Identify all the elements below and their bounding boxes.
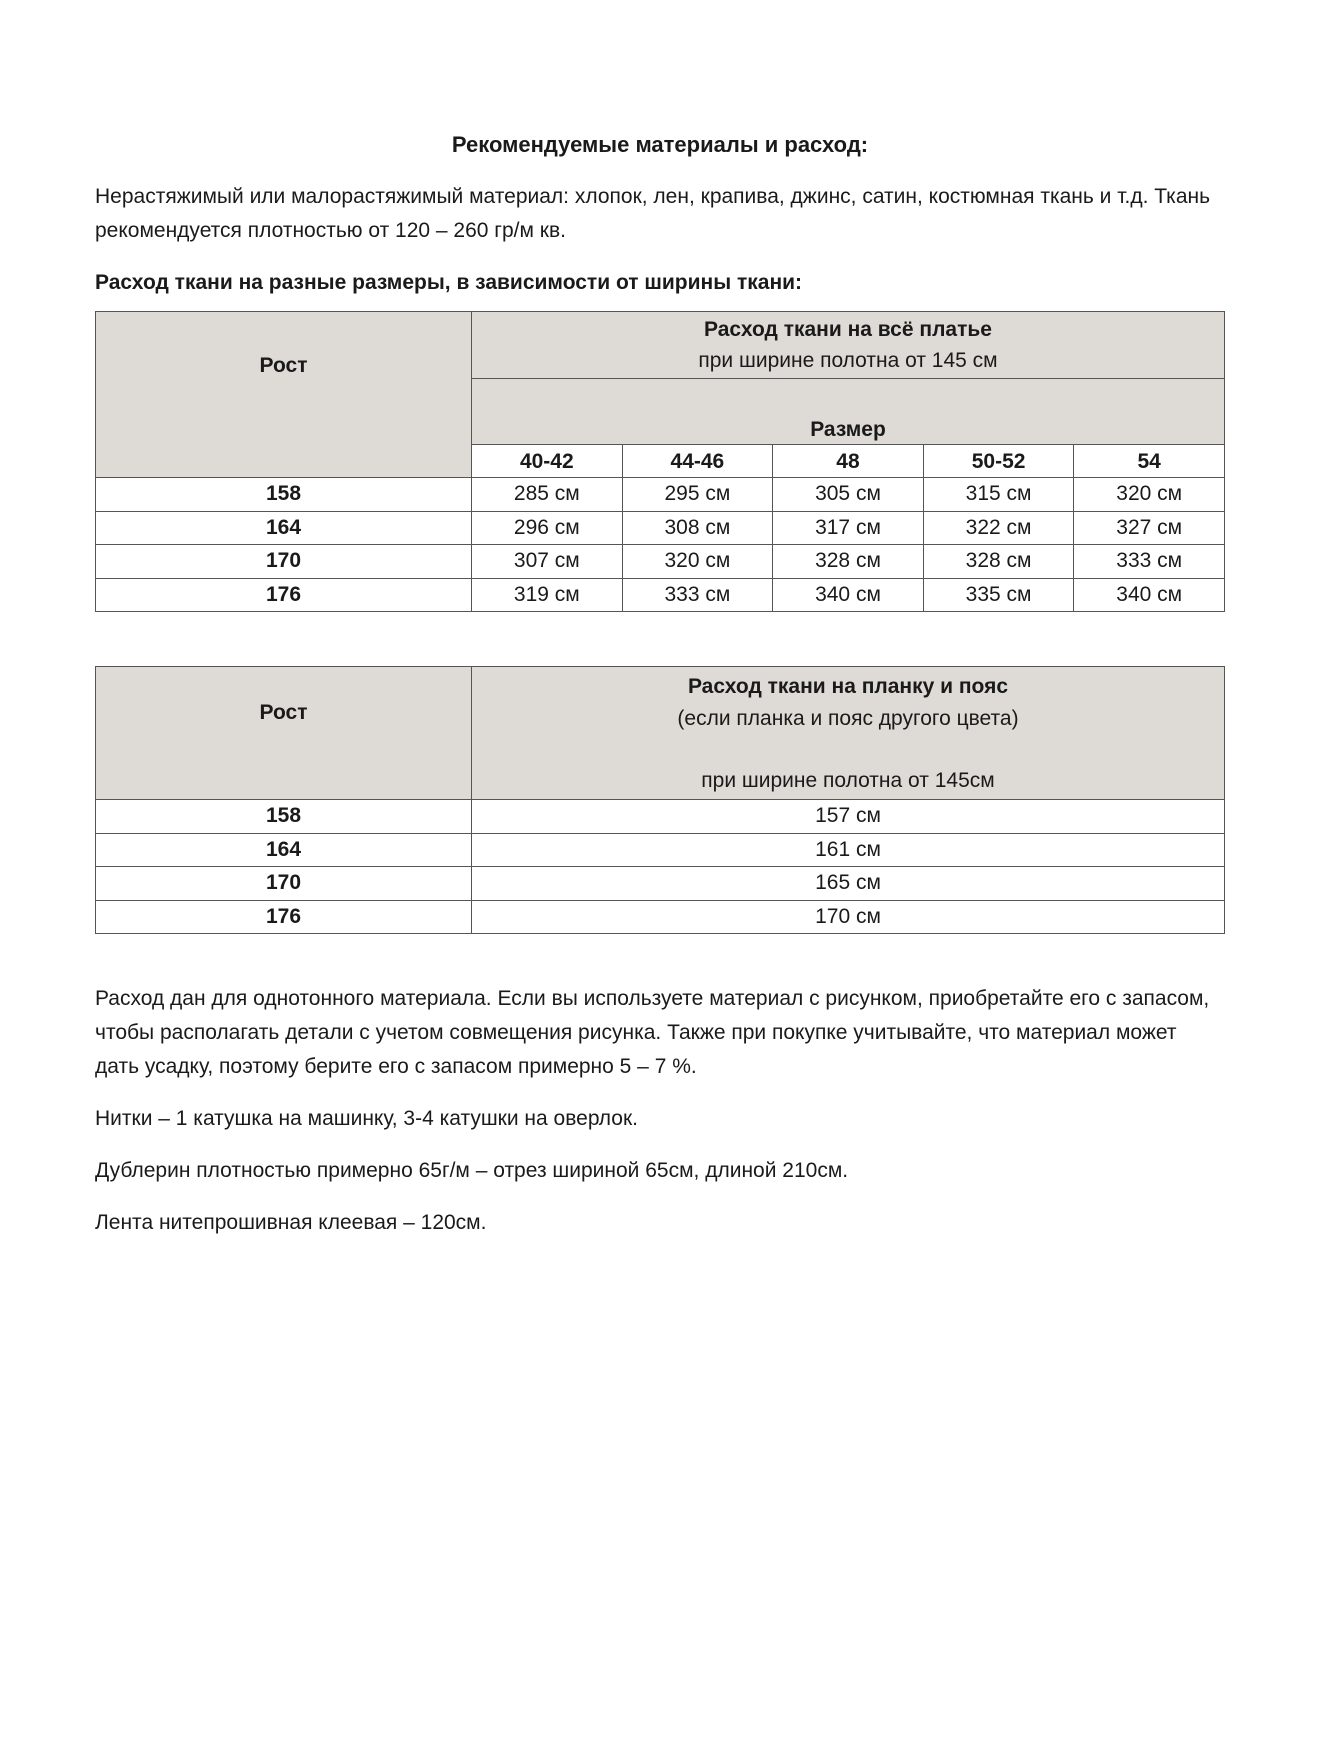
document-page: [95, 130, 1225, 1258]
rost-cell: 176: [96, 578, 472, 612]
intro-paragraph: Нерастяжимый или малорастяжимый материал: хлопок, лен, крапива, джинс, сатин, костюмная ткань и т.д. Ткань рекомендуется плотностью от 120 – 260 гр/м кв.: [95, 185, 1211, 242]
dress-header-title: Расход ткани на всё платье: [704, 318, 992, 341]
page-title: Рекомендуемые материалы и расход:: [451, 132, 869, 157]
placket-header: [472, 667, 1225, 800]
closing-notes: [95, 982, 1225, 1240]
size-header: 54: [1074, 445, 1225, 478]
size-header: 44-46: [622, 445, 773, 478]
table-row: [96, 833, 1225, 867]
table-row: [96, 900, 1225, 934]
table-row: [96, 545, 1225, 579]
placket-header-width: при ширине полотна от 145см: [701, 769, 995, 792]
rost-cell: 158: [96, 478, 472, 512]
value-cell: 333 см: [1074, 545, 1225, 579]
value-cell: 295 см: [622, 478, 773, 512]
value-cell: 328 см: [773, 545, 924, 579]
table-row: [96, 578, 1225, 612]
rost-cell: 164: [96, 833, 472, 867]
value-cell: 315 см: [923, 478, 1074, 512]
dress-header-subtitle: при ширине полотна от 145 см: [698, 349, 998, 372]
value-cell: 320 см: [622, 545, 773, 579]
value-cell: 322 см: [923, 511, 1074, 545]
value-cell: 307 см: [472, 545, 623, 579]
size-header: 50-52: [923, 445, 1074, 478]
value-cell: 328 см: [923, 545, 1074, 579]
value-cell: 165 см: [472, 867, 1225, 901]
value-cell: 308 см: [622, 511, 773, 545]
consumption-subheading: Расход ткани на разные размеры, в зависимости от ширины ткани:: [95, 271, 803, 294]
value-cell: 340 см: [1074, 578, 1225, 612]
size-label: Размер: [472, 379, 1225, 445]
rost-header: Рост: [96, 667, 472, 800]
dress-fabric-table: [95, 311, 1225, 612]
value-cell: 335 см: [923, 578, 1074, 612]
rost-cell: 170: [96, 867, 472, 901]
size-header: 40-42: [472, 445, 623, 478]
rost-cell: 164: [96, 511, 472, 545]
rost-cell: 176: [96, 900, 472, 934]
rost-cell: 170: [96, 545, 472, 579]
value-cell: 319 см: [472, 578, 623, 612]
placket-header-title: Расход ткани на планку и пояс: [687, 675, 1009, 698]
interfacing-paragraph: Дублерин плотностью примерно 65г/м – отрез шириной 65см, длиной 210см.: [95, 1159, 849, 1182]
value-cell: 333 см: [622, 578, 773, 612]
rost-cell: 158: [96, 800, 472, 834]
value-cell: 285 см: [472, 478, 623, 512]
size-header: 48: [773, 445, 924, 478]
rost-header: Рост: [96, 312, 472, 478]
placket-belt-table: [95, 666, 1225, 934]
placket-header-note: (если планка и пояс другого цвета): [677, 707, 1019, 730]
value-cell: 327 см: [1074, 511, 1225, 545]
value-cell: 161 см: [472, 833, 1225, 867]
table-row: [96, 867, 1225, 901]
pattern-note-paragraph: Расход дан для однотонного материала. Если вы используете материал с рисунком, приобретайте его с запасом, чтобы располагать детали с учетом совмещения рисунка. Также при покупке учитывайте, что материал может дать усадку, поэтому берите его с запасом примерно 5 – 7 %.: [95, 987, 1210, 1078]
table-row: [96, 800, 1225, 834]
threads-paragraph: Нитки – 1 катушка на машинку, 3-4 катушки на оверлок.: [95, 1107, 638, 1130]
dress-header: [472, 312, 1225, 379]
value-cell: 305 см: [773, 478, 924, 512]
tape-paragraph: Лента нитепрошивная клеевая – 120см.: [95, 1211, 487, 1234]
value-cell: 157 см: [472, 800, 1225, 834]
value-cell: 320 см: [1074, 478, 1225, 512]
table-row: [96, 511, 1225, 545]
value-cell: 170 см: [472, 900, 1225, 934]
table-row: [96, 478, 1225, 512]
value-cell: 296 см: [472, 511, 623, 545]
value-cell: 317 см: [773, 511, 924, 545]
value-cell: 340 см: [773, 578, 924, 612]
